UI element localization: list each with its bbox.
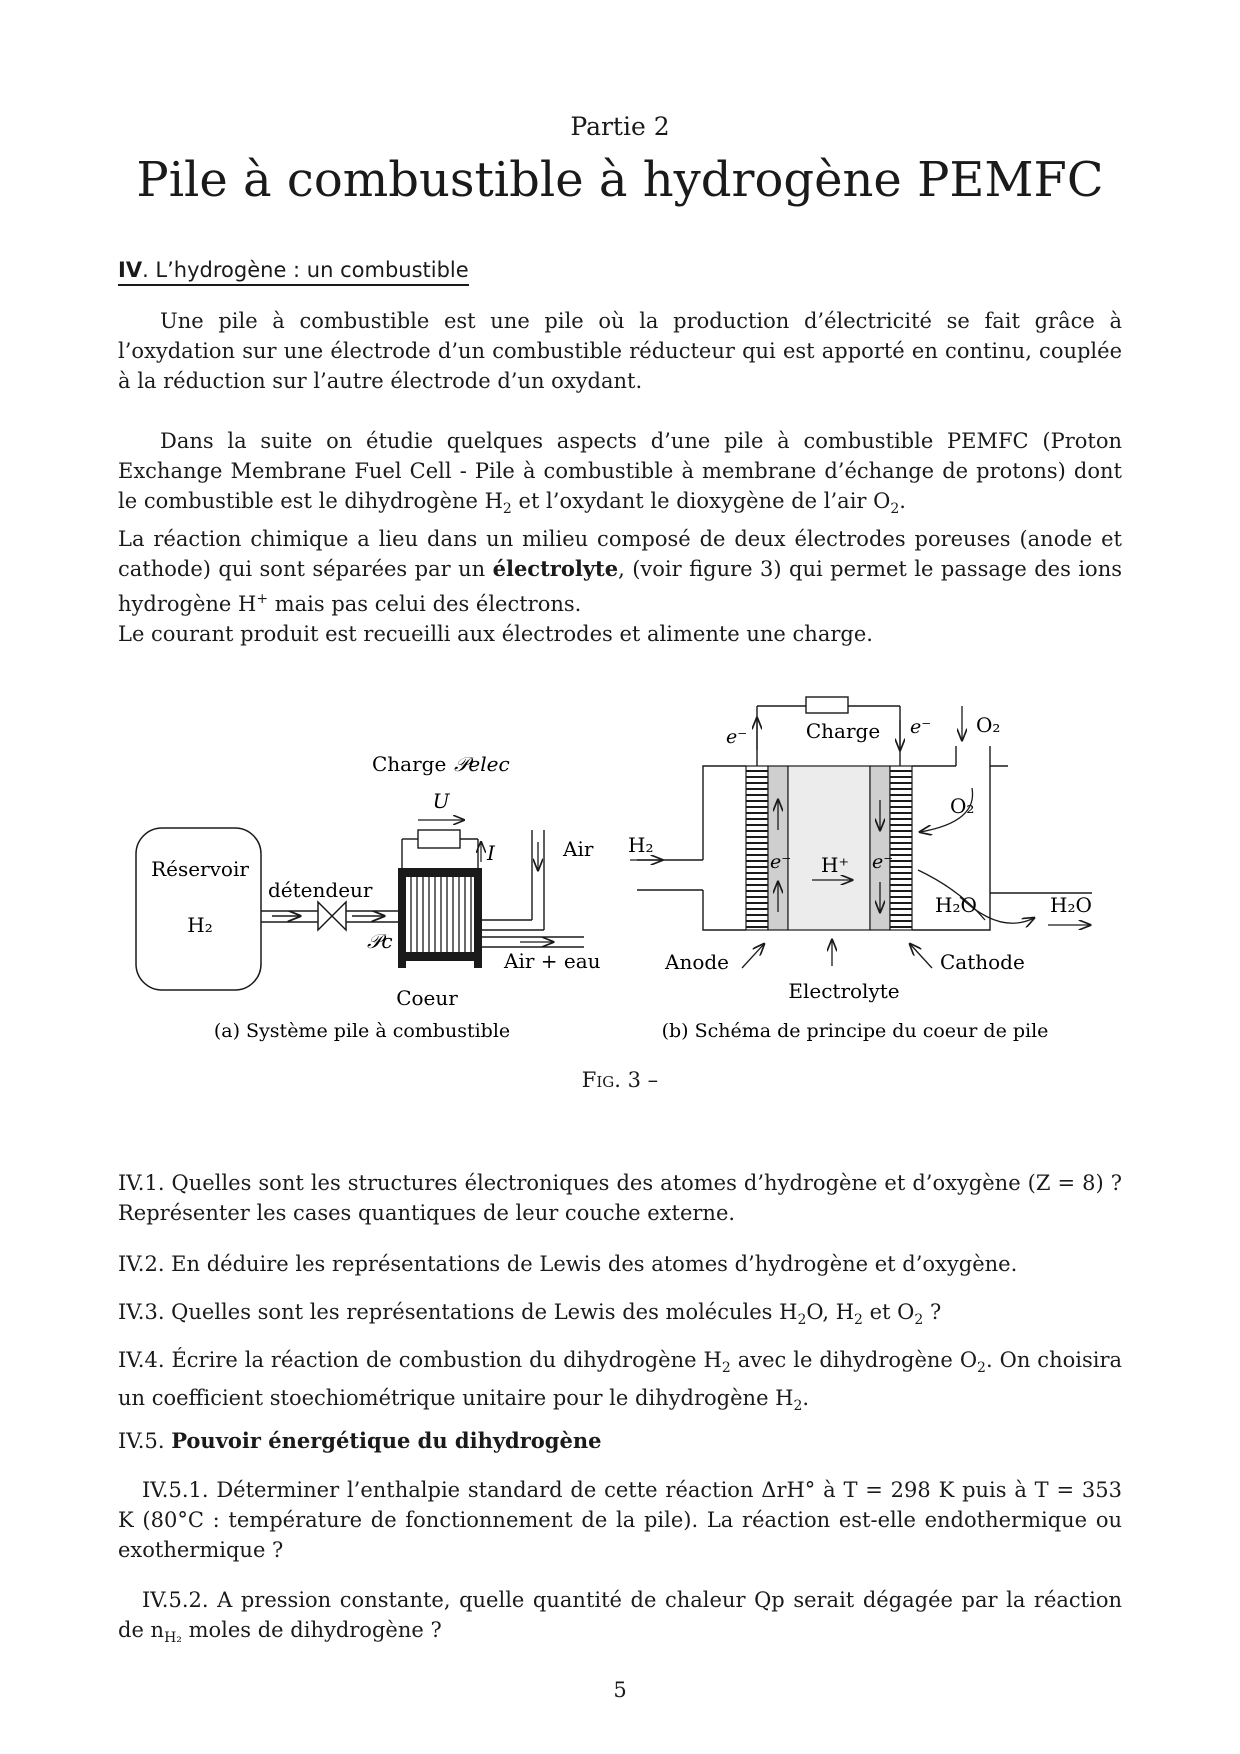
charge-label: Charge [372,752,447,776]
page-number: 5 [613,1678,627,1702]
paragraph-pemfc: Dans la suite on étudie quelques aspects d’une pile à combustible PEMFC (Proton Exchange Membrane Fuel Cell - Pile à combustible à membrane d’échange de protons) dont le combustible est le dihydrogène $H_2$ et l’oxydant le dioxygène de l’air $O_2$. La réaction chimique a lieu dans un milieu composé de deux électrodes poreuses (anode et cathode) qui sont séparées par un électrolyte, (voir figure 3) qui permet le passage des ions hydrogène H+ mais pas celui des électrons. Le courant produit est recueilli aux électrodes et alimente une charge. [118,429,1123,647]
caption-b: (b) Schéma de principe du coeur de pile [661,1020,1049,1042]
question-iv-5-1: IV.5.1. Déterminer l’enthalpie standard de cette réaction ΔrH° à T = 298 K puis à T = 353 K (80°C : température de fonctionnement de la pile). La réaction est-elle endothermique ou exothermique ? [118,1478,1122,1562]
hplus-label: H⁺ [821,853,849,877]
paragraph-intro-text: Une pile à combustible est une pile où la production d’électricité se fait grâce à l’oxydation sur une électrode d’un combustible réducteur qui est apporté en continu, couplée à la réduction sur l’autre électrode d’un oxydant. [118,309,1122,393]
load-resistor [418,830,460,848]
figure-label [0,1068,1240,1092]
reservoir-label: Réservoir [151,857,249,881]
i-label: I [487,841,495,865]
e-anode-label: e⁻ [770,851,792,873]
air-label: Air [563,837,594,861]
h2o-inner-label: H₂O [935,893,977,917]
figure-label-number: 3 – [627,1068,659,1092]
q4c: . On choisira un coefficient stoechiométrique unitaire pour le dihydrogène H [118,1348,1123,1411]
q5-title: Pouvoir énergétique du dihydrogène [171,1428,602,1453]
u-label: U [432,789,450,813]
anode-label: Anode [665,950,730,974]
q52-sub: H₂ [164,1630,182,1647]
q5-number: IV.5. [118,1429,172,1453]
e-left-label: e⁻ [726,726,748,748]
question-iv-1: IV.1. Quelles sont les structures électroniques des atomes d’hydrogène et d’oxygène (Z = 8) ? Représenter les cases quantiques de leur couche externe. [118,1171,1122,1225]
pc-label: 𝒫c [367,929,393,953]
o2-inner-label: O₂ [950,794,975,818]
part-label: Partie 2 [570,112,670,141]
section-title: . L’hydrogène : un combustible [142,258,469,282]
figure-label-prefix: Fig. [581,1068,621,1092]
p3a: La réaction chimique a lieu dans un milieu composé de deux électrodes poreuses (anode et cathode) qui sont séparées par un [118,527,1122,582]
coeur-label: Coeur [396,986,458,1010]
q3b: O, H [806,1300,855,1324]
e-right-label: e⁻ [910,716,932,738]
cathode-label: Cathode [940,950,1025,974]
anode-porous [746,766,768,930]
air-eau-label: Air + eau [504,949,601,973]
stack-core [402,876,478,960]
question-iv-5-2 [118,1585,1122,1653]
p3b: , (voir figure 3) qui permet le passage des ions hydrogène H [118,557,1123,617]
p2b: et l’oxydant le dioxygène de l’air O [511,489,891,513]
question-iv-2: IV.2. En déduire les représentations de Lewis des atomes d’hydrogène et d’oxygène. [118,1252,1018,1276]
question-iv-4: IV.4. Écrire la réaction de combustion du dihydrogène $H_2$ avec le dihydrogène $O_2$. On choisira un coefficient stoechiométrique unitaire pour le dihydrogène $H_2$. [118,1348,1123,1415]
q4d: . [802,1386,810,1411]
h2-in-label: H₂ [628,833,654,857]
load-resistor-b [806,697,848,713]
o2-top-label: O₂ [976,713,1001,737]
q4b: avec le dihydrogène O [730,1348,978,1372]
page-title: Pile à combustible à hydrogène PEMFC [136,152,1104,208]
valve-icon [318,902,346,930]
reservoir-h2: H₂ [187,913,213,937]
section-number: IV [118,258,143,282]
p4: Le courant produit est recueilli aux électrodes et alimente une charge. [118,622,873,647]
question-iv-3: IV.3. Quelles sont les représentations de Lewis des molécules $H_2O$, $H_2$ et $O_2$ ? [118,1300,942,1329]
electrolyte-membrane [788,766,870,930]
e-cathode-label: e⁻ [872,851,894,873]
q3d: ? [923,1300,942,1324]
figure-b [628,697,1092,1042]
p3-bold: électrolyte [492,556,619,582]
q52a: IV.5.2. A pression constante, quelle quantité de chaleur Qp serait dégagée par la réaction de n [118,1588,1122,1642]
p2c: . [899,489,906,513]
detendeur-label: détendeur [268,878,373,902]
q3c: et O [862,1300,915,1324]
electrolyte-label: Electrolyte [788,979,900,1003]
charge-b-label: Charge [805,719,881,743]
q52b: moles de dihydrogène ? [181,1618,442,1642]
pelec-label: 𝒫elec [454,752,510,776]
p3c: mais pas celui des électrons. [268,592,582,617]
question-iv-5 [118,1426,1122,1456]
h2o-out-label: H₂O [1050,893,1092,917]
cathode-porous [890,766,912,930]
figure-a [136,752,601,1042]
q3a: IV.3. Quelles sont les représentations de Lewis des molécules H [118,1300,798,1324]
p2a: Dans la suite on étudie quelques aspects d’une pile à combustible PEMFC (Proton Exchange Membrane Fuel Cell - Pile à combustible à membrane d’échange de protons) dont le combustible est le dihydrogène H [118,429,1122,513]
caption-a: (a) Système pile à combustible [213,1020,511,1042]
reservoir-box [136,828,261,990]
q4a: IV.4. Écrire la réaction de combustion du dihydrogène H [118,1348,722,1372]
